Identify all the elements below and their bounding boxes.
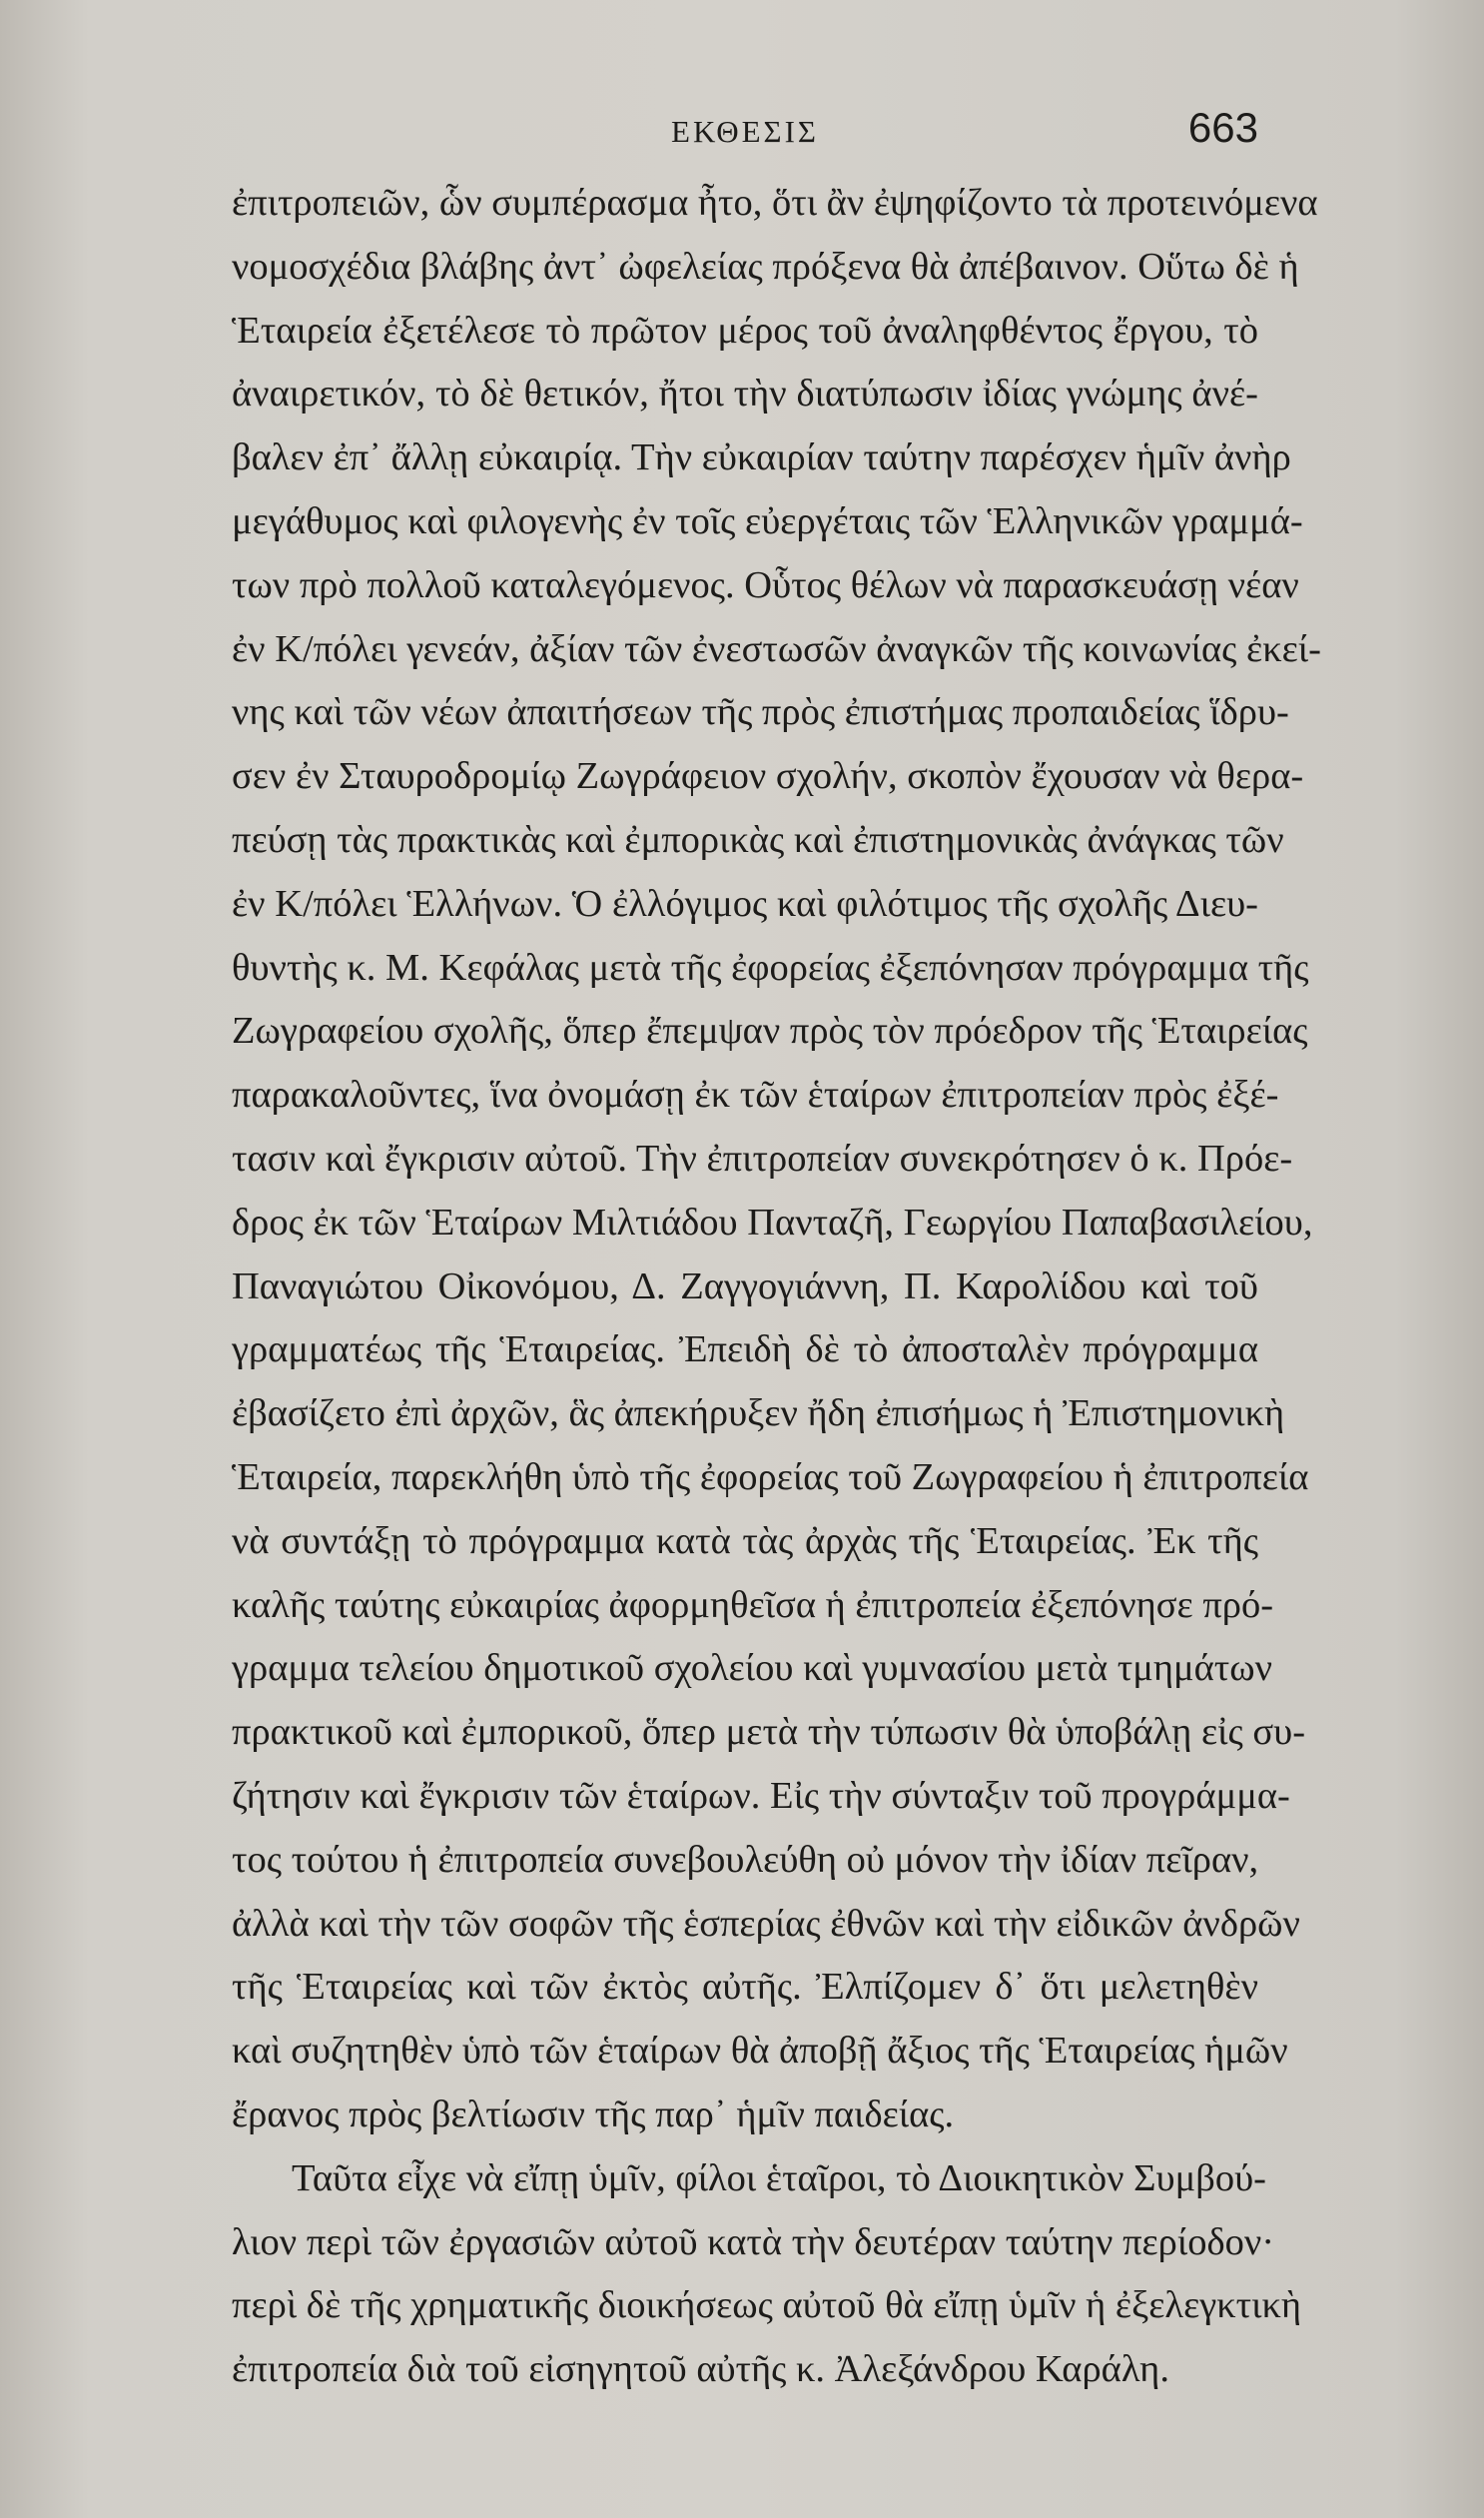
text-line: Ζωγραφείου σχολῆς, ὅπερ ἔπεμψαν πρὸς τὸν πρόεδρον τῆς Ἑταιρείας <box>232 1010 1308 1053</box>
paragraph-first-line: Ταῦτα εἶχε νὰ εἴπῃ ὑμῖν, φίλοι ἑταῖροι, τὸ Διοικητικὸν Συμβού- <box>292 2156 1266 2199</box>
paragraph-last-line: ἐπιτροπεία διὰ τοῦ εἰσηγητοῦ αὐτῆς κ. Ἀλεξάνδρου Καράλη. <box>232 2348 1169 2391</box>
text-line: ἐν Κ/πόλει Ἑλλήνων. Ὁ ἐλλόγιμος καὶ φιλότιμος τῆς σχολῆς Διευ- <box>232 882 1258 925</box>
text-line: ἀναιρετικόν, τὸ δὲ θετικόν, ἤτοι τὴν διατύπωσιν ἰδίας γνώμης ἀνέ- <box>232 373 1258 416</box>
text-line: Ἑταιρεία ἐξετέλεσε τὸ πρῶτον μέρος τοῦ ἀναληφθέντος ἔργου, τὸ <box>232 309 1258 352</box>
paragraph-last-line: ἔρανος πρὸς βελτίωσιν τῆς παρ᾽ ἡμῖν παιδείας. <box>232 2093 955 2135</box>
text-line: περὶ δὲ τῆς χρηματικῆς διοικήσεως αὐτοῦ θὰ εἴπῃ ὑμῖν ἡ ἐξελεγκτικὴ <box>232 2284 1302 2327</box>
text-line: βαλεν ἐπ᾽ ἄλλῃ εὐκαιρίᾳ. Τὴν εὐκαιρίαν ταύτην παρέσχεν ἡμῖν ἀνὴρ <box>232 436 1291 479</box>
text-line: γραμματέως τῆς Ἑταιρείας. Ἐπειδὴ δὲ τὸ ἀποσταλὲν πρόγραμμα <box>232 1328 1258 1371</box>
text-line: τῆς Ἑταιρείας καὶ τῶν ἐκτὸς αὐτῆς. Ἐλπίζομεν δ᾽ ὅτι μελετηθὲν <box>232 1966 1258 2009</box>
text-line: των πρὸ πολλοῦ καταλεγόμενος. Οὗτος θέλων νὰ παρασκευάσῃ νέαν <box>232 563 1299 606</box>
text-line: σεν ἐν Σταυροδρομίῳ Ζωγράφειον σχολήν, σκοπὸν ἔχουσαν νὰ θερα- <box>232 755 1304 798</box>
text-line: νομοσχέδια βλάβης ἀντ᾽ ὠφελείας πρόξενα θὰ ἀπέβαινον. Οὕτω δὲ ἡ <box>232 245 1299 288</box>
text-line: λιον περὶ τῶν ἐργασιῶν αὐτοῦ κατὰ τὴν δευτέραν ταύτην περίοδον· <box>232 2220 1275 2263</box>
text-line: καλῆς ταύτης εὐκαιρίας ἀφορμηθεῖσα ἡ ἐπιτροπεία ἐξεπόνησε πρό- <box>232 1583 1274 1626</box>
text-line: τασιν καὶ ἔγκρισιν αὐτοῦ. Τὴν ἐπιτροπείαν συνεκρότησεν ὁ κ. Πρόε- <box>232 1137 1293 1180</box>
text-line: ζήτησιν καὶ ἔγκρισιν τῶν ἑταίρων. Εἰς τὴν σύνταξιν τοῦ προγράμμα- <box>232 1774 1290 1817</box>
page-header <box>232 104 1258 164</box>
text-line: νὰ συντάξῃ τὸ πρόγραμμα κατὰ τὰς ἀρχὰς τῆς Ἑταιρείας. Ἐκ τῆς <box>232 1519 1258 1562</box>
text-line: πεύσῃ τὰς πρακτικὰς καὶ ἐμπορικὰς καὶ ἐπιστημονικὰς ἀνάγκας τῶν <box>232 818 1284 861</box>
text-line: πρακτικοῦ καὶ ἐμπορικοῦ, ὅπερ μετὰ τὴν τύπωσιν θὰ ὑποβάλῃ εἰς συ- <box>232 1711 1306 1754</box>
running-title: ΕΚΘΕΣΙΣ <box>671 114 819 149</box>
text-line: δρος ἐκ τῶν Ἑταίρων Μιλτιάδου Πανταζῆ, Γεωργίου Παπαβασιλείου, <box>232 1201 1313 1244</box>
body-text <box>232 172 1321 2402</box>
text-line: παρακαλοῦντες, ἵνα ὀνομάσῃ ἐκ τῶν ἑταίρων ἐπιτροπείαν πρὸς ἐξέ- <box>232 1074 1279 1117</box>
text-line: Ἑταιρεία, παρεκλήθη ὑπὸ τῆς ἐφορείας τοῦ Ζωγραφείου ἡ ἐπιτροπεία <box>232 1455 1309 1498</box>
text-line: καὶ συζητηθὲν ὑπὸ τῶν ἑταίρων θὰ ἀποβῇ ἄξιος τῆς Ἑταιρείας ἡμῶν <box>232 2030 1288 2073</box>
text-line: θυντὴς κ. Μ. Κεφάλας μετὰ τῆς ἐφορείας ἐξεπόνησαν πρόγραμμα τῆς <box>232 946 1309 989</box>
text-line: τος τούτου ἡ ἐπιτροπεία συνεβουλεύθη οὐ μόνον τὴν ἰδίαν πεῖραν, <box>232 1838 1259 1881</box>
text-line: Παναγιώτου Οἰκονόμου, Δ. Ζαγγογιάννη, Π. Καρολίδου καὶ τοῦ <box>232 1264 1258 1307</box>
page-number: 663 <box>1187 104 1258 151</box>
text-line: ἐπιτροπειῶν, ὧν συμπέρασμα ἦτο, ὅτι ἂν ἐψηφίζοντο τὰ προτεινόμενα <box>232 182 1318 224</box>
text-line: γραμμα τελείου δημοτικοῦ σχολείου καὶ γυμνασίου μετὰ τμημάτων <box>232 1647 1273 1690</box>
text-line: ἐν Κ/πόλει γενεάν, ἀξίαν τῶν ἐνεστωσῶν ἀναγκῶν τῆς κοινωνίας ἐκεί- <box>232 627 1321 670</box>
text-line: μεγάθυμος καὶ φιλογενὴς ἐν τοῖς εὐεργέταις τῶν Ἑλληνικῶν γραμμά- <box>232 499 1303 542</box>
text-line: ἀλλὰ καὶ τὴν τῶν σοφῶν τῆς ἑσπερίας ἐθνῶν καὶ τὴν εἰδικῶν ἀνδρῶν <box>232 1902 1300 1945</box>
text-line: νης καὶ τῶν νέων ἀπαιτήσεων τῆς πρὸς ἐπιστήμας προπαιδείας ἵδρυ- <box>232 691 1289 734</box>
text-line: ἐβασίζετο ἐπὶ ἀρχῶν, ἃς ἀπεκήρυξεν ἤδη ἐπισήμως ἡ Ἐπιστημονικὴ <box>232 1392 1285 1435</box>
